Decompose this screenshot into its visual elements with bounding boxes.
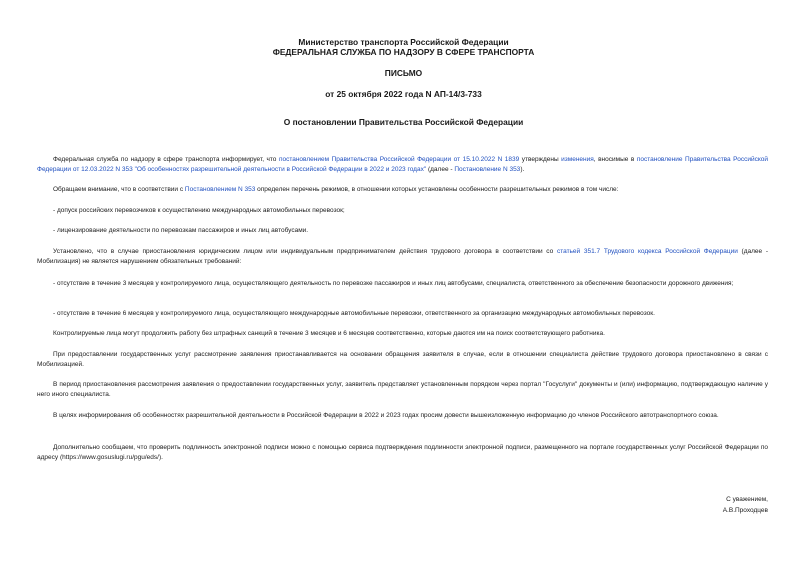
paragraph-8: Контролируемые лица могут продолжить работу без штрафных санкций в течение 3 месяцев и 6 месяцев соответственно, которые даются им на поиск соответствующего работника. <box>53 330 605 337</box>
document-subject: О постановлении Правительства Российской Федерации <box>283 117 524 127</box>
agency-name: ФЕДЕРАЛЬНАЯ СЛУЖБА ПО НАДЗОРУ В СФЕРЕ ТРАНСПОРТА <box>272 47 535 57</box>
paragraph-4: - лицензирование деятельности по перевозкам пассажиров и иных лиц автобусами. <box>53 227 309 234</box>
paragraph-10: В период приостановления рассмотрения заявления о предоставлении государственных услуг, заявитель представляет установленным порядком через портал "Госуслуги" документы и (или) информацию, подтверждающую наличие у него иного специалиста. <box>37 381 768 398</box>
signature-closing: С уважением, <box>726 496 768 503</box>
link-resolution-1839[interactable]: постановлением Правительства Российской Федерации от 15.10.2022 N 1839 <box>278 156 520 163</box>
paragraph-12: Дополнительно сообщаем, что проверить подлинность электронной подписи можно с помощью сервиса подтверждения подлинности электронной подписи, размещенного на портале государственных услуг Российской Федерации по адресу (https://www.gosuslugi.ru/pgu/eds/). <box>37 444 768 461</box>
document-date-number: от 25 октября 2022 года N АП-14/3-733 <box>325 89 482 99</box>
paragraph-7: - отсутствие в течение 6 месяцев у контролируемого лица, осуществляющего международные автомобильные перевозки, ответственного за организацию международных автомобильных перевозок. <box>53 310 655 317</box>
link-resolution-353-short[interactable]: Постановление N 353 <box>454 166 521 173</box>
paragraph-1 <box>37 155 768 175</box>
ministry-name: Министерство транспорта Российской Федерации <box>298 37 509 47</box>
text: определен перечень режимов, в отношении которых установлены особенности разрешительных режимов в том числе: <box>255 186 619 193</box>
text: Обращаем внимание, что в соответствии с <box>53 186 185 193</box>
link-amendments[interactable]: изменения <box>561 156 594 163</box>
text: (далее - Мобилизация) не является нарушением обязательных требований: <box>37 248 769 265</box>
text: , вносимые в <box>593 156 637 163</box>
paragraph-3: - допуск российских перевозчиков к осуществлению международных автомобильных перевозок; <box>53 207 345 214</box>
paragraph-5 <box>37 247 768 267</box>
paragraph-11: В целях информирования об особенностях разрешительной деятельности в Российской Федерации в 2022 и 2023 годах просим довести вышеизложенную информацию до членов Российского автотранспортного союза. <box>53 412 719 419</box>
signature-name: А.В.Проходцев <box>722 507 768 514</box>
text: ). <box>520 166 525 173</box>
text: (далее - <box>426 166 455 173</box>
document-type: ПИСЬМО <box>384 68 423 78</box>
link-resolution-353-ref[interactable]: Постановлением N 353 <box>184 186 256 193</box>
paragraph-6: - отсутствие в течение 3 месяцев у контролируемого лица, осуществляющего деятельность по перевозке пассажиров и иных лиц автобусами, специалиста, ответственного за обеспечение безопасности дорожного движения; <box>53 280 734 287</box>
link-labor-code-351-7[interactable]: статьей 351.7 Трудового кодекса Российской Федерации <box>556 248 738 255</box>
text: Установлено, что в случае приостановления юридическим лицом или индивидуальным предпринимателем действия трудового договора в соответствии со <box>53 248 557 255</box>
paragraph-2 <box>37 185 768 195</box>
text: Федеральная служба по надзору в сфере транспорта информирует, что <box>53 156 279 163</box>
link-resolution-353[interactable]: постановление Правительства Российской Федерации от 12.03.2022 N 353 "Об особенностях разрешительной деятельности в Российской Федерации в 2022 и 2023 годах" <box>37 156 769 173</box>
text: утверждены <box>519 156 562 163</box>
paragraph-9: При предоставлении государственных услуг рассмотрение заявления приостанавливается на основании обращения заявителя в случае, если в отношении специалиста действие трудового договора приостановлено в связи с Мобилизацией. <box>37 351 768 368</box>
